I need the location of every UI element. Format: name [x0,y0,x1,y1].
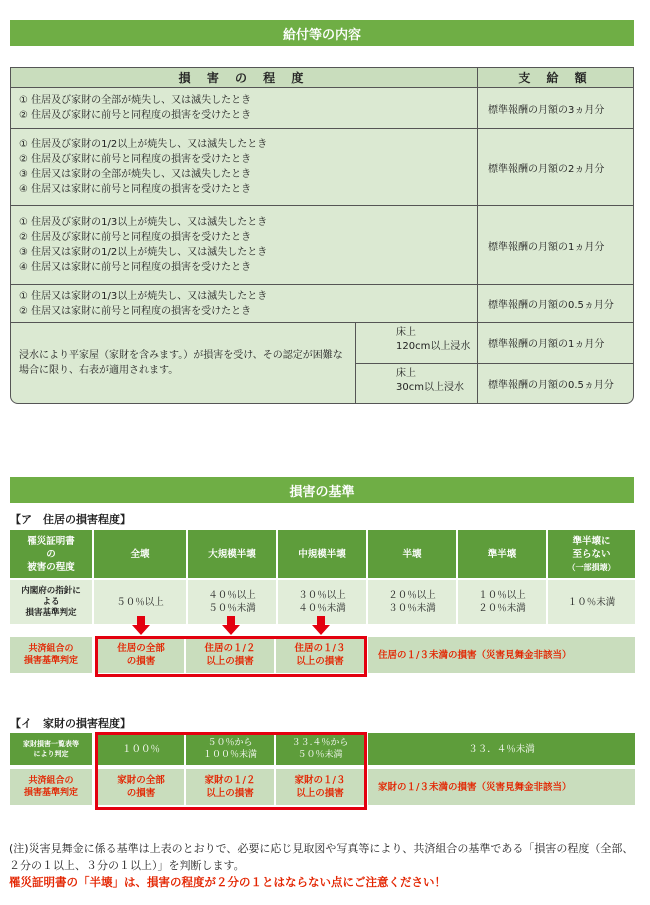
col-header-text: 準半壊に [572,535,611,547]
criteria-text: 家財の１/２ [204,775,256,786]
flood-levels [356,323,478,403]
criteria-text: 住居の１/３ [294,643,346,654]
flood-level-label: 床上 [396,367,416,379]
table-row [11,206,633,285]
corner-text: 罹災証明書 [27,535,75,547]
benefits-table [10,67,634,404]
flood-level-depth: 120cm以上浸水 [396,341,471,352]
goods-value-rest: ３３．４％未満 [368,733,635,765]
value-cell: １０％未満 [548,580,635,624]
flood-amount: 標準報酬の月額の1ヵ月分 [478,323,633,364]
table-row [11,88,633,129]
corner-header [10,530,92,578]
highlight-box [95,636,367,677]
criteria-text: の損害 [126,788,156,799]
amount-cell: 標準報酬の月額の2ヵ月分 [488,163,605,175]
flood-level-30 [356,364,477,404]
header-damage-level: 損 害 の 程 度 [11,68,478,87]
criteria-text: 以上の損害 [206,656,254,667]
flood-description: 浸水により平家屋（家財を含みます。）が損害を受け、その認定が困難な場合に限り、右表が適用されます。 [11,323,356,403]
value-text: ３３.４％から [291,738,349,748]
criteria-text: 以上の損害 [206,788,254,799]
value-cell [368,580,456,624]
condition-text: ④ 住居又は家財に前号と同程度の損害を受けたとき [19,184,252,195]
corner-text: 被害の程度 [27,561,75,573]
criteria-text: 家財の全部 [117,775,165,786]
condition-text: ① 住居及び家財の全部が焼失し、又は滅失したとき [19,95,252,106]
row-label-text: 家財損害一覧表等 [23,740,79,748]
col-header-text: 至らない [572,548,611,560]
col-header-text: （一部損壊） [567,562,616,572]
flood-level-120 [356,323,477,364]
condition-text: ④ 住居又は家財に前号と同程度の損害を受けたとき [19,262,252,273]
table-row-flood [11,323,633,403]
criteria-text: 以上の損害 [296,788,344,799]
value-text: １０％以上 [478,590,526,601]
value-text: ５０％未満 [297,750,343,760]
row-label-text: により判定 [33,750,69,758]
condition-text: ① 住居及び家財の1/3以上が焼失し、又は滅失したとき [19,217,268,228]
value-text: ５０％未満 [208,603,256,614]
condition-cell [11,285,478,322]
row-label-text: 損害基準判定 [25,607,77,618]
row-label-text: 損害基準判定 [23,788,78,798]
warning-note: 罹災証明書の「半壊」は、損害の程度が２分の１とはならない点にご注意ください！ [9,875,446,889]
row-label-mutual-aid [10,769,92,805]
condition-text: ② 住居又は家財に前号と同程度の損害を受けたとき [19,305,252,317]
arrow-down-icon [131,616,151,636]
house-damage-title: 【ア 住居の損害程度】 [10,513,131,526]
flood-amount: 標準報酬の月額の0.5ヵ月分 [488,379,614,391]
value-text: ５０％から [207,738,253,748]
value-text: ３０％以上 [298,590,346,601]
condition-text: ① 住居及び家財の1/2以上が焼失し、又は滅失したとき [19,139,268,150]
flood-level-label: 床上 [396,327,416,338]
corner-text: の [46,548,56,560]
value-text: １００％未満 [202,750,257,760]
value-cell [458,580,546,624]
condition-cell [11,129,478,205]
condition-text: ③ 住居又は家財の全部が焼失し、又は滅失したとき [19,169,252,180]
table-row [11,285,633,323]
col-header-medium-half: 中規模半壊 [278,530,366,578]
criteria-text: 家財の１/３ [294,775,346,786]
benefits-table-header [11,68,633,88]
amount-cell: 標準報酬の月額の1ヵ月分 [488,241,605,253]
row-label-text: 内閣府の指針に [21,585,81,596]
criteria-not-applicable: 住居の１/３未満の損害（災害見舞金非該当） [368,637,635,673]
table-row [11,129,633,206]
highlight-box [95,732,367,810]
household-goods-title: 【イ 家財の損害程度】 [10,717,131,730]
condition-cell [11,88,478,128]
condition-text: ③ 住居又は家財の1/2以上が焼失し、又は滅失したとき [19,247,268,258]
col-header-semi-half: 準半壊 [458,530,546,578]
condition-cell [11,206,478,284]
value-text: ３０％未満 [388,603,436,614]
value-cell: ５０％以上 [94,580,186,624]
arrow-down-icon [221,616,241,636]
row-label-inventory [10,733,92,765]
amount-cell: 標準報酬の月額の0.5ヵ月分 [488,300,614,311]
value-text: ４０％以上 [208,590,256,601]
section-title-criteria: 損害の基準 [10,477,634,503]
value-text: ２０％以上 [388,590,436,601]
header-payment-amount: 支 給 額 [518,71,593,85]
section-title-benefits: 給付等の内容 [10,20,634,46]
col-header-total-collapse: 全壊 [94,530,186,578]
flood-level-depth: 30cm以上浸水 [396,381,464,393]
row-label-text: 共済組合の [28,644,74,654]
col-header-partial [548,530,635,578]
criteria-text: の損害 [126,656,156,667]
row-label-cabinet-office [10,580,92,624]
condition-text: ② 住居及び家財に前号と同程度の損害を受けたとき [19,232,252,243]
row-label-text: 共済組合の [28,776,74,786]
amount-cell: 標準報酬の月額の3ヵ月分 [488,104,605,116]
arrow-down-icon [311,616,331,636]
row-label-text: 損害基準判定 [23,656,78,666]
criteria-not-applicable: 家財の１/３未満の損害（災害見舞金非該当） [368,769,635,805]
footnote: (注)災害見舞金に係る基準は上表のとおりで、必要に応じ見取図や写真等により、共済組合の基準である「損害の程度（全部、２分の１以上、３分の１以上）」を判断します。 [9,842,634,872]
value-text: ４０％未満 [298,603,346,614]
flood-amounts [478,323,633,403]
condition-text: ① 住居又は家財の1/3以上が焼失し、又は滅失したとき [19,290,268,302]
col-header-large-half: 大規模半壊 [188,530,276,578]
criteria-text: 住居の１/２ [204,643,256,654]
condition-text: ② 住居及び家財に前号と同程度の損害を受けたとき [19,154,252,165]
col-header-half: 半壊 [368,530,456,578]
condition-text: ② 住居及び家財に前号と同程度の損害を受けたとき [19,110,252,121]
row-label-text: よる [42,596,60,607]
row-label-mutual-aid [10,637,92,673]
criteria-text: 以上の損害 [296,656,344,667]
criteria-text: 住居の全部 [117,643,165,654]
goods-value-cell: １００％ [98,733,184,765]
value-text: ２０％未満 [478,603,526,614]
